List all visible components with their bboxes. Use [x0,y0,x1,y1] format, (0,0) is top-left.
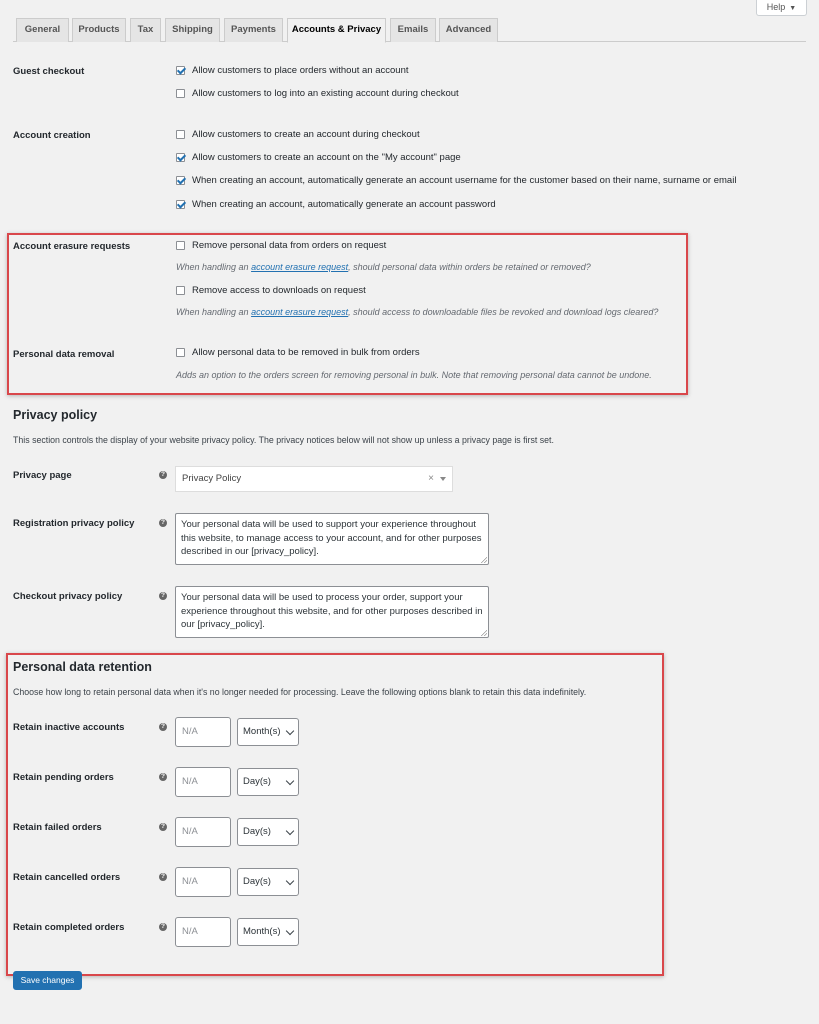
guest-checkout-checkbox[interactable] [176,66,185,75]
help-icon[interactable]: ? [159,592,167,600]
privacy-page-value: Privacy Policy [182,473,242,484]
tab-payments[interactable]: Payments [224,18,283,42]
chevron-down-icon [286,927,294,935]
help-icon[interactable]: ? [159,773,167,781]
retain-failed-orders-input[interactable]: N/A [175,817,231,847]
erasure-label: Account erasure requests [13,241,131,252]
registration-policy-text: Your personal data will be used to support your experience throughout this website, to manage access to your account, and for other purposes described in our [privacy_policy]. [181,519,482,557]
generate-password-option: When creating an account, automatically generate an account password [192,199,496,210]
chevron-down-icon [286,827,294,835]
retain-inactive-accounts-label: Retain inactive accounts [13,722,125,733]
login-during-checkout-checkbox[interactable] [176,89,185,98]
create-account-myaccount-option: Allow customers to create an account on the "My account" page [192,152,461,163]
clear-icon[interactable]: × [428,473,434,484]
tab-general[interactable]: General [16,18,69,42]
retain-failed-orders-unit-select[interactable] [237,818,299,846]
retain-completed-orders-input[interactable]: N/A [175,917,231,947]
unit-value: Month(s) [243,926,281,937]
retain-cancelled-orders-input[interactable]: N/A [175,867,231,897]
privacy-policy-description: This section controls the display of your website privacy policy. The privacy notices below will not show up unless a privacy page is first set. [13,435,554,445]
chevron-down-icon: ▼ [789,5,797,12]
create-account-myaccount-checkbox[interactable] [176,153,185,162]
retention-heading: Personal data retention [13,660,152,674]
tab-accounts-privacy[interactable]: Accounts & Privacy [287,18,386,43]
bulk-removal-option: Allow personal data to be removed in bulk from orders [192,347,420,358]
bulk-removal-description: Adds an option to the orders screen for removing personal in bulk. Note that removing personal data cannot be undone. [176,370,652,380]
retain-completed-orders-label: Retain completed orders [13,922,125,933]
create-account-checkout-checkbox[interactable] [176,130,185,139]
remove-downloads-checkbox[interactable] [176,286,185,295]
login-during-checkout-option: Allow customers to log into an existing account during checkout [192,88,459,99]
retain-pending-orders-label: Retain pending orders [13,772,114,783]
account-creation-label: Account creation [13,130,91,141]
help-icon[interactable]: ? [159,923,167,931]
remove-downloads-option: Remove access to downloads on request [192,285,366,296]
generate-password-checkbox[interactable] [176,200,185,209]
retain-inactive-accounts-unit-select[interactable] [237,718,299,746]
unit-value: Day(s) [243,826,271,837]
checkout-policy-label: Checkout privacy policy [13,591,123,602]
remove-order-data-checkbox[interactable] [176,241,185,250]
tab-products[interactable]: Products [72,18,126,42]
help-icon[interactable]: ? [159,519,167,527]
unit-value: Month(s) [243,726,281,737]
tab-emails[interactable]: Emails [390,18,436,42]
retain-pending-orders-unit-select[interactable] [237,768,299,796]
checkout-policy-textarea[interactable] [175,586,489,638]
retain-cancelled-orders-unit-select[interactable] [237,868,299,896]
remove-order-data-description: When handling an account erasure request, should personal data within orders be retained or removed? [176,262,591,272]
retain-cancelled-orders-label: Retain cancelled orders [13,872,121,883]
chevron-down-icon [286,877,294,885]
retain-completed-orders-unit-select[interactable] [237,918,299,946]
help-icon[interactable]: ? [159,723,167,731]
account-erasure-request-link[interactable]: account erasure request [251,307,349,317]
chevron-down-icon [286,727,294,735]
save-changes-button[interactable]: Save changes [13,971,82,990]
retain-failed-orders-label: Retain failed orders [13,822,102,833]
guest-checkout-label: Guest checkout [13,66,85,77]
resize-handle[interactable] [481,557,487,563]
generate-username-option: When creating an account, automatically generate an account username for the customer based on their name, surname or email [192,175,737,186]
remove-downloads-description: When handling an account erasure request, should access to downloadable files be revoked and download logs cleared? [176,307,659,317]
tab-advanced[interactable]: Advanced [439,18,498,42]
help-label: Help [766,2,786,12]
tab-tax[interactable]: Tax [130,18,161,42]
guest-checkout-option: Allow customers to place orders without an account [192,65,409,76]
create-account-checkout-option: Allow customers to create an account during checkout [192,129,420,140]
retention-description: Choose how long to retain personal data when it's no longer needed for processing. Leave the following options blank to retain this data indefinitely. [13,687,587,697]
registration-policy-label: Registration privacy policy [13,518,135,529]
unit-value: Day(s) [243,876,271,887]
tab-shipping[interactable]: Shipping [165,18,220,42]
checkout-policy-text: Your personal data will be used to process your order, support your experience throughout this website, and for other purposes described in our [privacy_policy]. [181,592,483,630]
privacy-page-select[interactable] [175,466,453,492]
account-erasure-request-link[interactable]: account erasure request [251,262,349,272]
help-tab[interactable] [756,0,807,16]
generate-username-checkbox[interactable] [176,176,185,185]
resize-handle[interactable] [481,630,487,636]
bulk-removal-checkbox[interactable] [176,348,185,357]
remove-order-data-option: Remove personal data from orders on request [192,240,387,251]
privacy-page-label: Privacy page [13,470,72,481]
data-removal-label: Personal data removal [13,349,115,360]
registration-policy-textarea[interactable] [175,513,489,565]
retain-inactive-accounts-input[interactable]: N/A [175,717,231,747]
chevron-down-icon [286,777,294,785]
privacy-policy-heading: Privacy policy [13,408,98,422]
retain-pending-orders-input[interactable]: N/A [175,767,231,797]
unit-value: Day(s) [243,776,271,787]
help-icon[interactable]: ? [159,823,167,831]
help-icon[interactable]: ? [159,873,167,881]
dropdown-arrow-icon [440,477,446,481]
help-icon[interactable]: ? [159,471,167,479]
